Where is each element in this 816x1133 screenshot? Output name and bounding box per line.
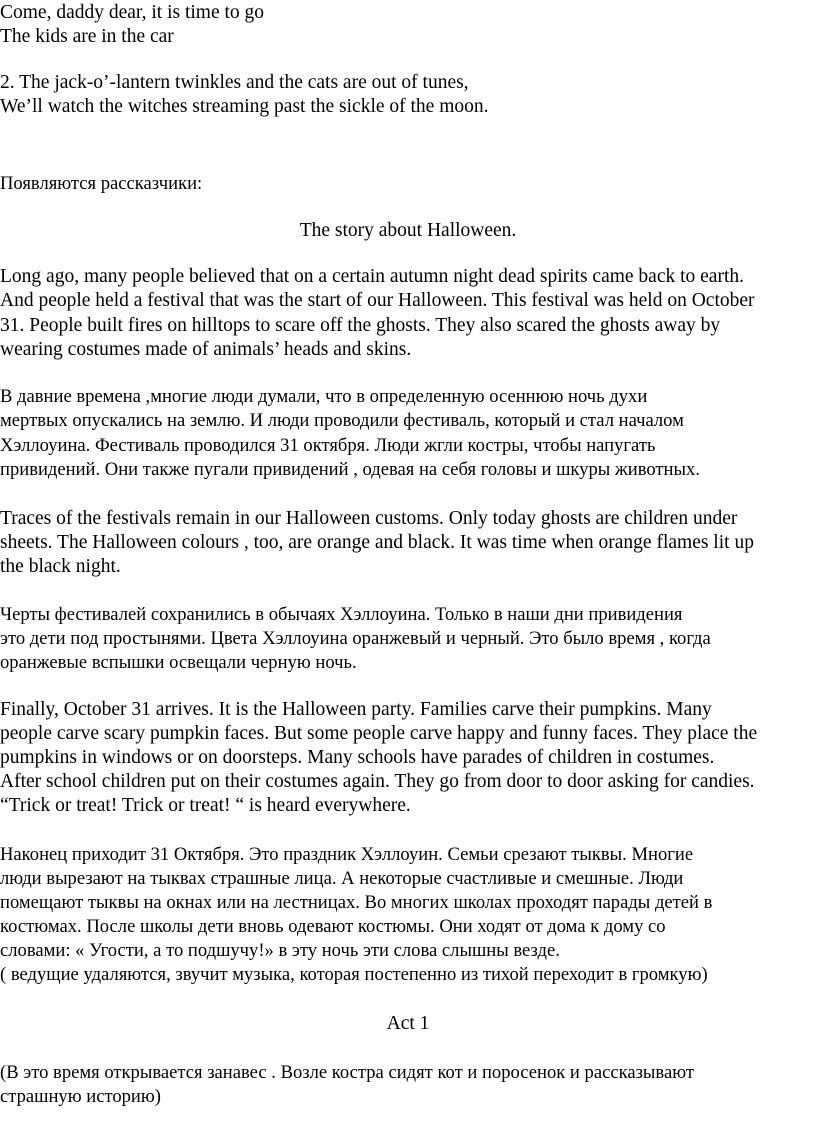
paragraph-line: Хэллоуина. Фестиваль проводился 31 октября. Люди жгли костры, чтобы напугать <box>0 435 656 456</box>
paragraph-line: костюмах. После школы дети вновь одевают костюмы. Они ходят от дома к дому со <box>0 916 666 937</box>
paragraph-line: the black night. <box>0 556 121 577</box>
stage-direction-line: (В это время открывается занавес . Возле костра сидят кот и поросенок и рассказывают <box>0 1062 694 1083</box>
paragraph-line: это дети под простынями. Цвета Хэллоуина оранжевый и черный. Это было время , когда <box>0 628 711 649</box>
paragraph-line: After school children put on their costumes again. They go from door to door asking for candies. <box>0 771 755 792</box>
paragraph-line: словами: « Угости, а то подшучу!» в эту ночь эти слова слышны везде. <box>0 940 560 961</box>
stage-direction-line: страшную историю) <box>0 1086 161 1107</box>
paragraph-line: помещают тыквы на окнах или на лестницах. Во многих школах проходят парады детей в <box>0 892 713 913</box>
paragraph-line: “Trick or treat! Trick or treat! “ is heard everywhere. <box>0 795 411 816</box>
paragraph-line: Long ago, many people believed that on a certain autumn night dead spirits came back to earth. <box>0 266 744 287</box>
paragraph-line: pumpkins in windows or on doorsteps. Many schools have parades of children in costumes. <box>0 747 715 768</box>
paragraph-line: wearing costumes made of animals’ heads and skins. <box>0 339 412 360</box>
song-line: The kids are in the car <box>0 26 174 47</box>
paragraph-line: оранжевые вспышки освещали черную ночь. <box>0 652 357 673</box>
paragraph-line: Traces of the festivals remain in our Halloween customs. Only today ghosts are children under <box>0 508 738 529</box>
paragraph-line: sheets. The Halloween colours , too, are orange and black. It was time when orange flames lit up <box>0 532 754 553</box>
paragraph-line: В давние времена ,многие люди думали, что в определенную осеннюю ночь духи <box>0 386 648 407</box>
act-title: Act 1 <box>386 1013 430 1034</box>
paragraph-line: люди вырезают на тыквах страшные лица. А некоторые счастливые и смешные. Люди <box>0 868 684 889</box>
paragraph-line: Наконец приходит 31 Октября. Это праздник Хэллоуин. Семьи срезают тыквы. Многие <box>0 844 694 865</box>
paragraph-line: And people held a festival that was the start of our Halloween. This festival was held on October <box>0 290 755 311</box>
song-line: We’ll watch the witches streaming past the sickle of the moon. <box>0 96 489 117</box>
paragraph-line: people carve scary pumpkin faces. But some people carve happy and funny faces. They place the <box>0 723 758 744</box>
paragraph-line: Finally, October 31 arrives. It is the Halloween party. Families carve their pumpkins. Many <box>0 699 712 720</box>
paragraph-line: привидений. Они также пугали привидений , одевая на себя головы и шкуры животных. <box>0 459 700 480</box>
paragraph-line: 31. People built fires on hilltops to scare off the ghosts. They also scared the ghosts away by <box>0 315 721 336</box>
paragraph-line: Черты фестивалей сохранились в обычаях Хэллоуина. Только в наши дни привидения <box>0 604 683 625</box>
song-line: 2. The jack-o’-lantern twinkles and the cats are out of tunes, <box>0 72 469 93</box>
paragraph-line: ( ведущие удаляются, звучит музыка, которая постепенно из тихой переходит в громкую) <box>0 964 708 985</box>
paragraph-line: мертвых опускались на землю. И люди проводили фестиваль, который и стал началом <box>0 410 684 431</box>
narrators-note: Появляются рассказчики: <box>0 173 203 194</box>
song-line: Come, daddy dear, it is time to go <box>0 2 265 23</box>
story-title: The story about Halloween. <box>299 220 517 241</box>
